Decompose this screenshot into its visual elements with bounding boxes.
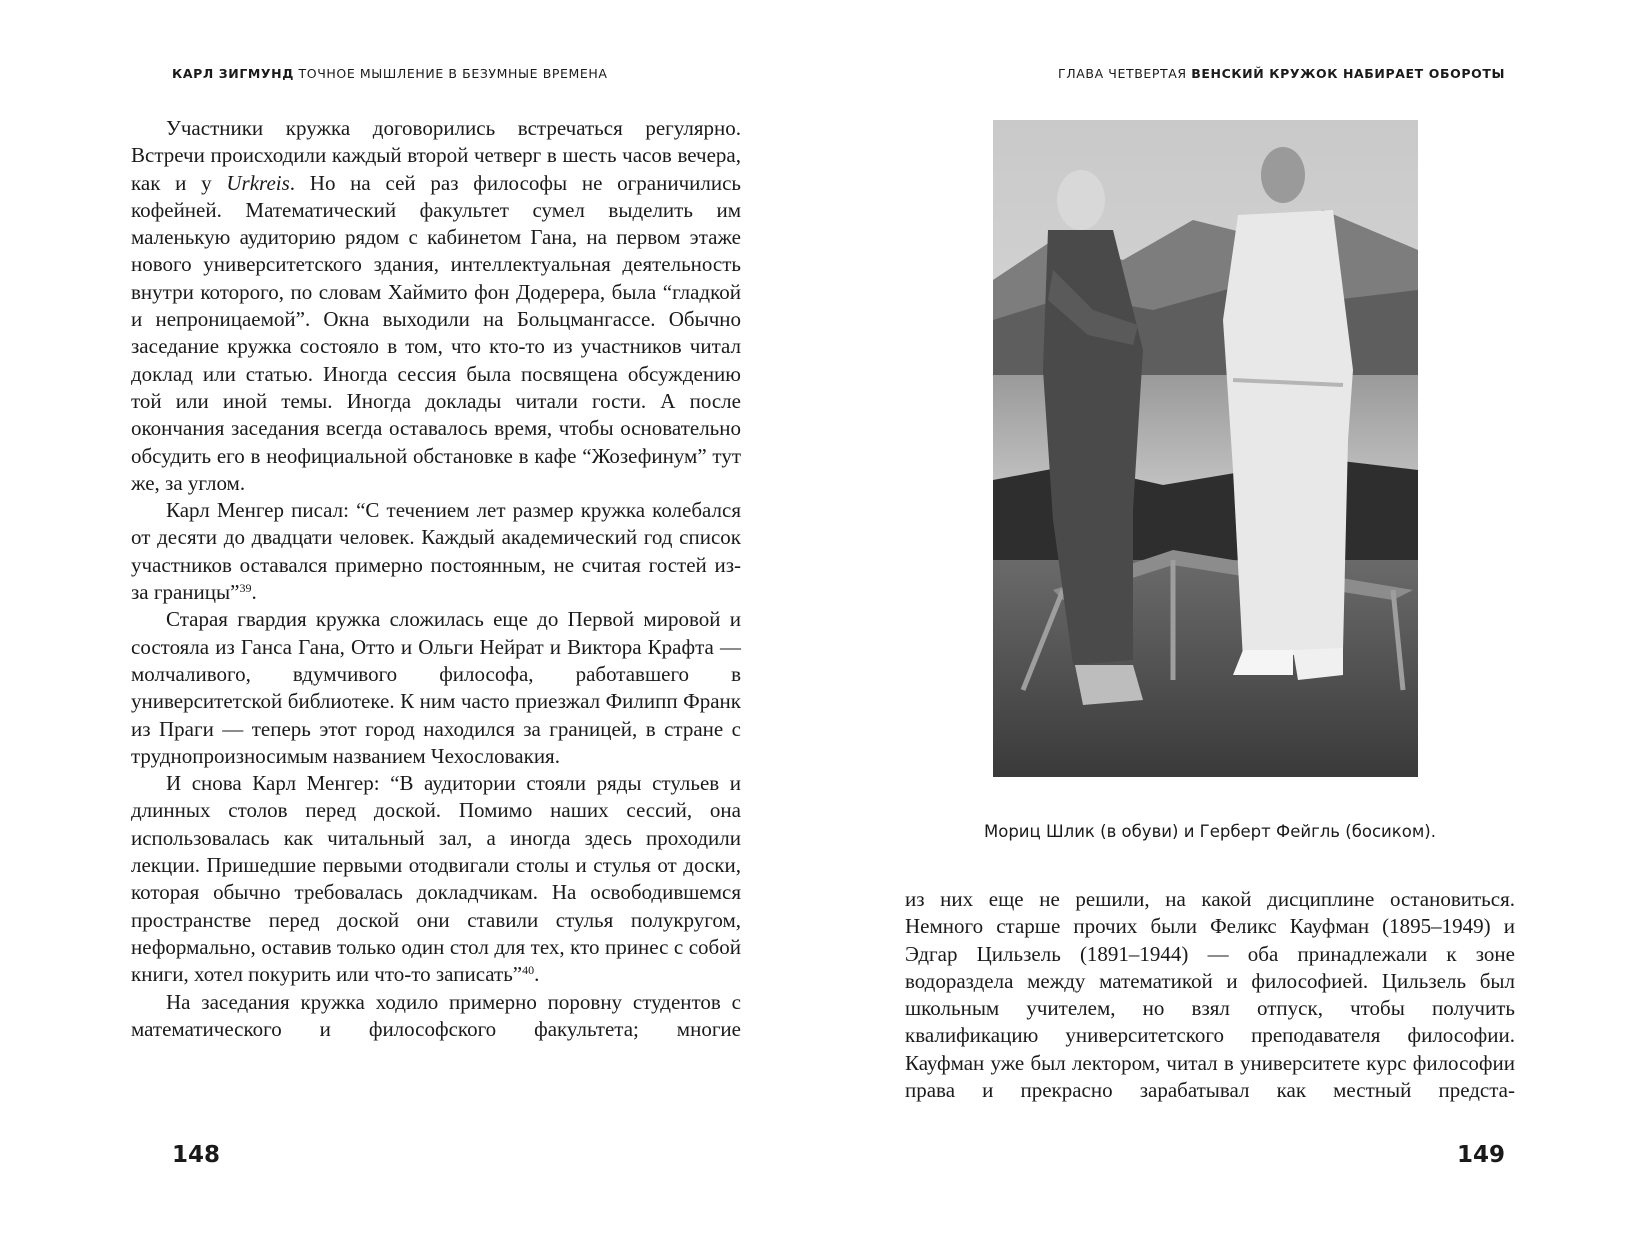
photo-illustration: [993, 120, 1418, 777]
running-header-right: [1058, 66, 1505, 81]
header-author: КАРЛ ЗИГМУНД: [172, 66, 294, 81]
header-book-title: ТОЧНОЕ МЫШЛЕНИЕ В БЕЗУМНЫЕ ВРЕМЕНА: [298, 66, 608, 81]
page-number-left: 148: [172, 1142, 221, 1168]
paragraph: Участники кружка договорились встречаться регулярно. Встречи происходили каждый второй четверг в шесть часов вечера, как и у Urkreis. Но на сей раз философы не ограничились кофейней. Математический факультет сумел выделить им маленькую аудиторию рядом с кабинетом Гана, на первом этаже нового университетского здания, интеллектуальная деятельность внутри которого, по словам Хаймито фон Додерера, была “гладкой и непроницаемой”. Окна выходили на Больцмангассе. Обычно заседание кружка состояло в том, что кто-то из участников читал доклад или статью. Иногда сессия была посвящена обсуждению той или иной темы. Иногда доклады читали гости. А после окончания заседания всегда оставалось время, чтобы основательно обсудить его в неофициальной обстановке в кафе “Жозефинум” тут же, за углом.: [131, 116, 741, 495]
italic-term: Urkreis: [226, 170, 290, 195]
page-number-right: 149: [1456, 1142, 1505, 1168]
header-chapter: ГЛАВА ЧЕТВЕРТАЯ: [1058, 66, 1187, 81]
header-chapter-title: ВЕНСКИЙ КРУЖОК НАБИРАЕТ ОБОРОТЫ: [1191, 66, 1505, 81]
left-page-body: [131, 115, 741, 1043]
paragraph: На заседания кружка ходило примерно поровну студентов с математического и философского факультета; многие: [131, 989, 741, 1041]
historical-photo: [993, 120, 1418, 777]
right-page-body: [905, 886, 1515, 1104]
paragraph: И снова Карл Менгер: “В аудитории стояли ряды стульев и длинных столов перед доской. Помимо наших сессий, она использовалась как читальный зал, а иногда здесь проходили лекции. Пришедшие первыми отодвигали столы и стулья от доски, которая обычно требовалась докладчикам. На освободившемся пространстве перед доской они ставили стулья полукругом, неформально, оставив только один стол для тех, кто принес с собой книги, хотел покурить или что-то записать”$^{40}$.: [131, 771, 741, 987]
paragraph: Карл Менгер писал: “С течением лет размер кружка колебался от десяти до двадцати человек. Каждый академический год список участников оставался примерно постоянным, не считая гостей из-за границы”$^{39}$.: [131, 498, 741, 605]
footnote-ref[interactable]: 39: [239, 581, 252, 596]
paragraph: Старая гвардия кружка сложилась еще до Первой мировой и состояла из Ганса Гана, Отто и Ольги Нейрат и Виктора Крафта — молчаливого, вдумчивого философа, работавшего в университетской библиотеке. К ним часто приезжал Филипп Франк из Праги — теперь этот город находился за границей, в стране с труднопроизносимым названием Чехословакия.: [131, 607, 741, 768]
footnote-ref[interactable]: 40: [522, 963, 535, 978]
photo-caption: Мориц Шлик (в обуви) и Герберт Фейгль (босиком).: [984, 822, 1436, 841]
paragraph: из них еще не решили, на какой дисциплине остановиться. Немного старше прочих были Феликс Кауфман (1895–1949) и Эдгар Цильзель (1891–1944) — оба принадлежали к зоне водораздела между математикой и философией. Цильзель был школьным учителем, но взял отпуск, чтобы получить квалификацию университетского преподавателя философии. Кауфман уже был лектором, читал в университете курс философии права и прекрасно зарабатывал как местный предста-: [905, 887, 1515, 1103]
running-header-left: [172, 66, 608, 81]
